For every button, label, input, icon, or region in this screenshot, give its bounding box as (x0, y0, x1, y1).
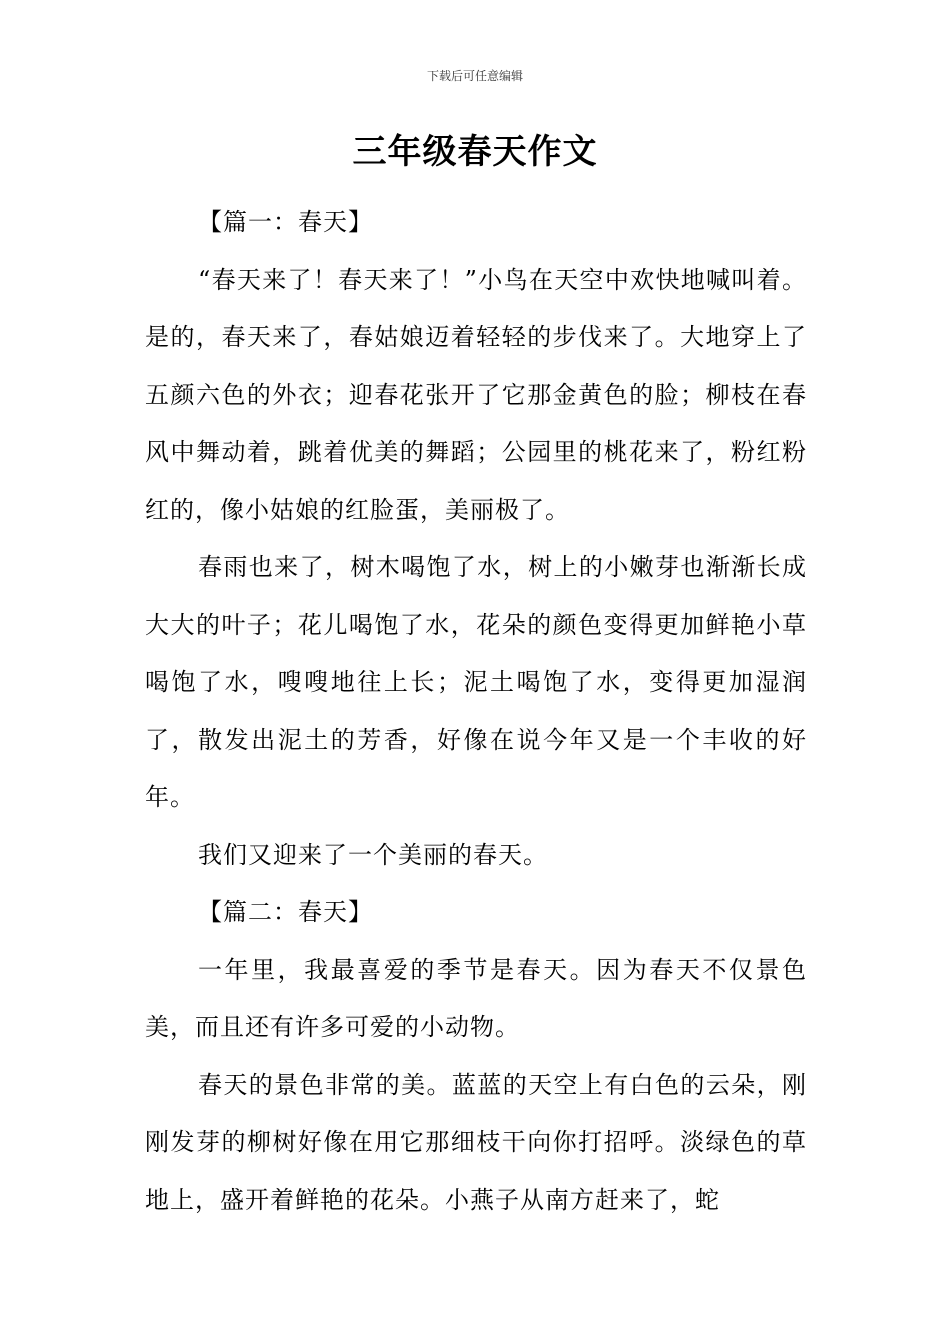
paragraph: “春天来了！春天来了！”小鸟在天空中欢快地喊叫着。是的，春天来了，春姑娘迈着轻轻的步伐来了。大地穿上了五颜六色的外衣；迎春花张开了它那金黄色的脸；柳枝在春风中舞动着，跳着优美的舞蹈；公园里的桃花来了，粉红粉红的，像小姑娘的红脸蛋，美丽极了。 (145, 265, 807, 524)
paragraph: 一年里，我最喜爱的季节是春天。因为春天不仅景色美，而且还有许多可爱的小动物。 (145, 955, 807, 1041)
paragraph: 春雨也来了，树木喝饱了水，树上的小嫩芽也渐渐长成大大的叶子；花儿喝饱了水，花朵的颜色变得更加鲜艳小草喝饱了水，嗖嗖地往上长；泥土喝饱了水，变得更加湿润了，散发出泥土的芳香，好像在说今年又是一个丰收的好年。 (145, 553, 807, 811)
document-body (145, 194, 807, 1229)
paragraph: 我们又迎来了一个美丽的春天。 (198, 840, 548, 869)
paragraph: 春天的景色非常的美。蓝蓝的天空上有白色的云朵，刚刚发芽的柳树好像在用它那细枝干向你打招呼。淡绿色的草地上，盛开着鲜艳的花朵。小燕子从南方赶来了，蛇 (145, 1070, 807, 1214)
header-note: 下载后可任意编辑 (426, 69, 523, 83)
section-heading-2: 【篇二：春天】 (198, 898, 373, 926)
section-heading-1: 【篇一：春天】 (198, 208, 373, 236)
document-title: 三年级春天作文 (352, 132, 598, 172)
